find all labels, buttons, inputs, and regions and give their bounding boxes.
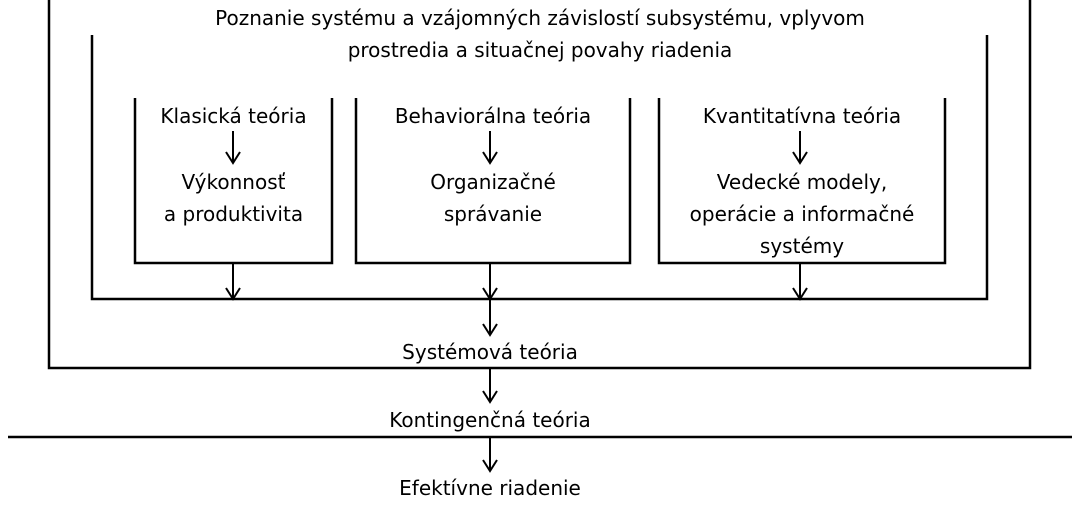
contingency-theory-label: Kontingenčná teória [389, 408, 591, 432]
classical-theory-result-line1: Výkonnosť [181, 170, 286, 194]
quantitative-theory-result-line2: operácie a informačné [689, 202, 915, 226]
outer-frame-title-line1: Poznanie systému a vzájomných závislostí subsystému, vplyvom [215, 6, 865, 30]
arrow-behavioral-inner [483, 131, 497, 163]
behavioral-theory-result-line2: správanie [443, 202, 543, 226]
classical-theory-title: Klasická teória [160, 104, 307, 128]
effective-management-label: Efektívne riadenie [399, 476, 581, 500]
behavioral-theory-title: Behaviorálna teória [394, 104, 592, 128]
arrow-behavioral-out [483, 263, 497, 299]
quantitative-theory-title: Kvantitatívna teória [702, 104, 902, 128]
outer-frame-title-line2: prostredia a situačnej povahy riadenia [347, 38, 733, 62]
arrow-to-contingency-theory [483, 369, 497, 402]
system-theory-label: Systémová teória [402, 340, 578, 364]
arrow-quantitative-inner [793, 131, 807, 163]
arrow-quantitative-out [793, 263, 807, 299]
arrow-to-effective-management [483, 438, 497, 471]
arrow-classical-out [226, 263, 240, 299]
quantitative-theory-result-line1: Vedecké modely, [716, 170, 888, 194]
arrow-to-system-theory [483, 299, 497, 335]
classical-theory-result-line2: a produktivita [163, 202, 304, 226]
behavioral-theory-result-line1: Organizačné [430, 170, 556, 194]
arrow-classical-inner [226, 131, 240, 163]
quantitative-theory-result-line3: systémy [759, 234, 845, 258]
